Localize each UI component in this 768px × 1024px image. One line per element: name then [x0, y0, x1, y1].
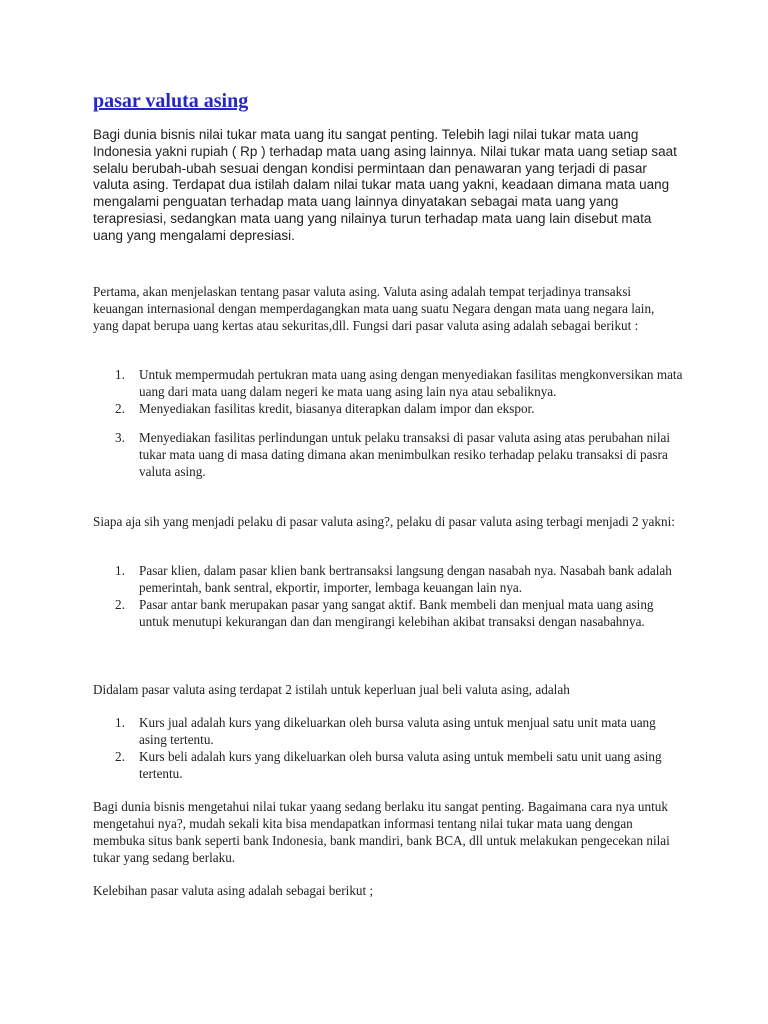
list-item-text: Kurs jual adalah kurs yang dikeluarkan oleh bursa valuta asing untuk menjual satu unit mata uang asing tertentu.	[139, 715, 656, 747]
actors-list	[93, 562, 683, 630]
list-number: 2.	[115, 749, 125, 764]
functions-intro-paragraph: Pertama, akan menjelaskan tentang pasar valuta asing. Valuta asing adalah tempat terjadinya transaksi keuangan internasional dengan memperdagangkan mata uang suatu Negara dengan mata uang negara lain, yang dapat berupa uang kertas atau sekuritas,dll. Fungsi dari pasar valuta asing adalah sebagai berikut :	[93, 284, 655, 333]
list-number: 1.	[115, 715, 125, 730]
intro-paragraph: Bagi dunia bisnis nilai tukar mata uang itu sangat penting. Telebih lagi nilai tukar mata uang Indonesia yakni rupiah ( Rp ) terhadap mata uang asing lainnya. Nilai tukar mata uang setiap saat selalu berubah-ubah sesuai dengan kondisi permintaan dan penawaran yang terjadi di pasar valuta asing. Terdapat dua istilah dalam nilai tukar mata uang yakni, keadaan dimana mata uang mengalami penguatan terhadap mata uang lainnya dinyatakan sebagai mata uang yang terapresiasi, sedangkan mata uang yang nilainya turun terhadap mata uang lain disebut mata uang yang mengalami depresiasi.	[93, 127, 677, 243]
list-item-text: Untuk mempermudah pertukran mata uang asing dengan menyediakan fasilitas mengkonversikan mata uang dari mata uang dalam negeri ke mata uang asing lain nya atau sebaliknya.	[139, 367, 683, 399]
list-number: 2.	[115, 401, 125, 416]
functions-list	[93, 366, 683, 480]
list-item-text: Menyediakan fasilitas perlindungan untuk pelaku transaksi di pasar valuta asing atas perubahan nilai tukar mata uang di masa dating dimana akan menimbulkan resiko terhadap pelaku transaksi di pasra valuta asing.	[139, 430, 671, 479]
advantages-intro-paragraph: Kelebihan pasar valuta asing adalah sebagai berikut ;	[93, 883, 374, 898]
list-item	[93, 366, 683, 400]
page-title[interactable]: pasar valuta asing	[93, 90, 249, 112]
terms-intro-paragraph: Didalam pasar valuta asing terdapat 2 istilah untuk keperluan jual beli valuta asing, adalah	[93, 682, 570, 697]
list-number: 2.	[115, 597, 125, 612]
list-item-text: Pasar antar bank merupakan pasar yang sangat aktif. Bank membeli dan menjual mata uang asing untuk menutupi kekurangan dan dan mengirangi kelebihan akibat transaksi dengan nasabahnya.	[139, 597, 654, 629]
terms-list	[93, 714, 683, 782]
list-item	[93, 562, 683, 596]
list-item-text: Kurs beli adalah kurs yang dikeluarkan oleh bursa valuta asing untuk membeli satu unit uang asing tertentu.	[139, 749, 662, 781]
info-paragraph: Bagi dunia bisnis mengetahui nilai tukar yaang sedang berlaku itu sangat penting. Bagaimana cara nya untuk mengetahui nya?, mudah sekali kita bisa mendapatkan informasi tentang nilai tukar mata uang dengan membuka situs bank seperti bank Indonesia, bank mandiri, bank BCA, dll untuk melakukan pengecekan nilai tukar yang sedang berlaku.	[93, 799, 670, 865]
list-item	[93, 400, 683, 417]
list-item	[93, 748, 683, 782]
list-item	[93, 714, 683, 748]
list-item	[93, 596, 683, 630]
list-number: 1.	[115, 563, 125, 578]
list-number: 1.	[115, 367, 125, 382]
list-item-text: Menyediakan fasilitas kredit, biasanya diterapkan dalam impor dan ekspor.	[139, 401, 535, 416]
actors-intro-paragraph: Siapa aja sih yang menjadi pelaku di pasar valuta asing?, pelaku di pasar valuta asing terbagi menjadi 2 yakni:	[93, 514, 675, 529]
list-item	[93, 429, 683, 480]
list-item-text: Pasar klien, dalam pasar klien bank bertransaksi langsung dengan nasabah nya. Nasabah bank adalah pemerintah, bank sentral, ekportir, importer, lembaga keuangan lain nya.	[139, 563, 672, 595]
list-number: 3.	[115, 430, 125, 445]
